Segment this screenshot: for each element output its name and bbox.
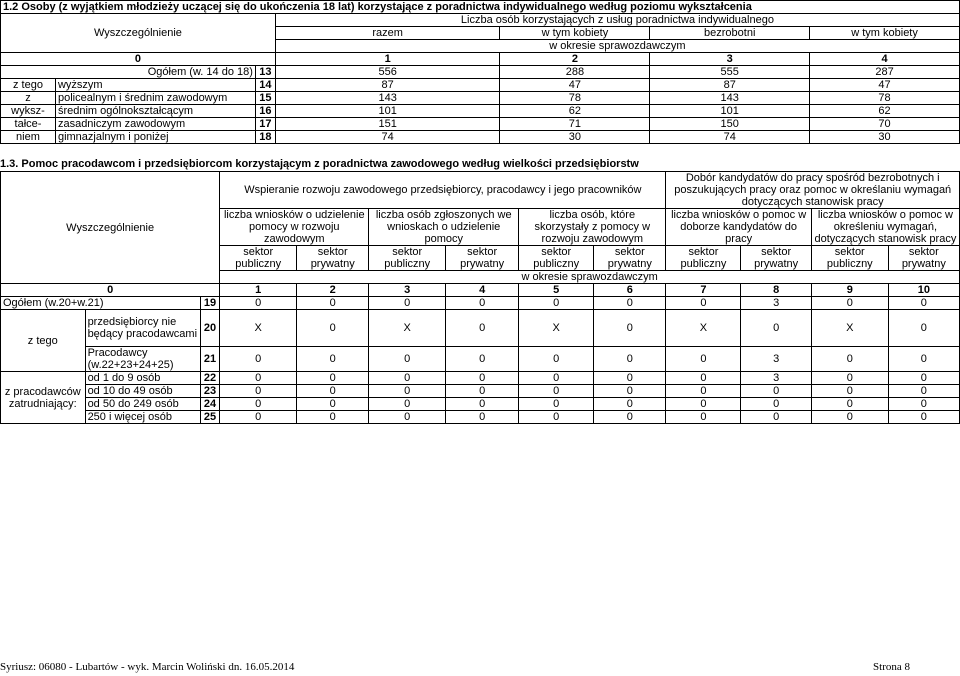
col-number: 2 [297,284,369,297]
col-number: 8 [741,284,811,297]
cell-value: 3 [741,372,811,385]
row-number: 15 [255,92,275,105]
cell-value: 288 [500,66,650,79]
table-row [1,310,960,347]
side-label: z pracodawców zatrudniający: [1,372,86,424]
row-number: 23 [200,385,220,398]
sub-header: liczba wniosków o udzielenie pomocy w rozwoju zawodowym [220,209,369,246]
cell-value: 0 [297,398,369,411]
sub-header: liczba osób, które skorzystały z pomocy w rozwoju zawodowym [519,209,666,246]
col-label: Wyszczególnienie [1,14,276,53]
cell-value: 47 [810,79,960,92]
cell-value: 0 [446,297,519,310]
side-label: z tego [1,310,86,372]
row-number: 21 [200,347,220,372]
cell-value: 0 [811,385,888,398]
cell-value: 0 [369,398,446,411]
side-label: z tego [1,79,56,92]
table-row [1,398,960,411]
row-number: 22 [200,372,220,385]
cell-value: 0 [220,347,297,372]
cell-value: 101 [650,105,810,118]
cell-value: 0 [811,297,888,310]
cell-value: 0 [220,297,297,310]
col-number: 4 [810,53,960,66]
cell-value: 3 [741,297,811,310]
table-row [1,79,960,92]
cell-value: 0 [446,411,519,424]
cell-value: 62 [500,105,650,118]
cell-value: 87 [650,79,810,92]
row-number: 24 [200,398,220,411]
cell-value: 0 [811,411,888,424]
sector-header: sektor prywatny [888,246,959,271]
sector-header: sektor publiczny [666,246,741,271]
sector-header: sektor prywatny [297,246,369,271]
row-label: wyższym [55,79,255,92]
row-number: 17 [255,118,275,131]
cell-value: 0 [220,398,297,411]
col-number: 9 [811,284,888,297]
cell-value: 0 [594,411,666,424]
cell-value: 0 [594,297,666,310]
cell-value: 0 [666,398,741,411]
cell-value: 0 [297,297,369,310]
cell-value: 0 [888,347,959,372]
cell-value: 0 [666,372,741,385]
sector-header: sektor publiczny [519,246,594,271]
group-header: Wspieranie rozwoju zawodowego przedsiębiorcy, pracodawcy i jego pracowników [220,172,666,209]
cell-value: 0 [888,310,959,347]
cell-value: 0 [519,347,594,372]
cell-value: 71 [500,118,650,131]
cell-value: 101 [275,105,500,118]
cell-value: 556 [275,66,500,79]
header-group: Liczba osób korzystających z usług poradnictwa indywidualnego [275,14,959,27]
cell-value: 0 [741,411,811,424]
cell-value: 0 [369,297,446,310]
cell-value: 0 [811,398,888,411]
cell-value: 0 [594,398,666,411]
cell-value: 0 [220,411,297,424]
sector-header: sektor prywatny [446,246,519,271]
row-label: od 1 do 9 osób [85,372,200,385]
row-label: zasadniczym zawodowym [55,118,255,131]
cell-value: 47 [500,79,650,92]
cell-value: 0 [811,347,888,372]
col-number: 3 [650,53,810,66]
col-number: 0 [1,53,276,66]
col-header: razem [275,27,500,40]
cell-value: 0 [666,411,741,424]
cell-value: X [220,310,297,347]
row-label: 250 i więcej osób [85,411,200,424]
row-label: od 10 do 49 osób [85,385,200,398]
col-label: Wyszczególnienie [1,172,220,284]
table-row [1,92,960,105]
cell-value: 0 [369,372,446,385]
side-label: niem [1,131,56,144]
row-label: przedsiębiorcy nie będący pracodawcami [85,310,200,347]
cell-value: 0 [369,347,446,372]
cell-value: 0 [297,310,369,347]
table-row [1,347,960,372]
cell-value: 0 [741,385,811,398]
cell-value: 150 [650,118,810,131]
cell-value: 0 [369,385,446,398]
cell-value: 0 [446,385,519,398]
col-header: w tym kobiety [500,27,650,40]
col-number: 6 [594,284,666,297]
cell-value: 0 [446,372,519,385]
row-number: 18 [255,131,275,144]
cell-value: 0 [888,398,959,411]
cell-value: 87 [275,79,500,92]
sector-header: sektor publiczny [811,246,888,271]
cell-value: 151 [275,118,500,131]
cell-value: 0 [519,385,594,398]
cell-value: 0 [741,310,811,347]
cell-value: 0 [220,385,297,398]
row-label: średnim ogólnokształcącym [55,105,255,118]
col-number: 7 [666,284,741,297]
footer-left: Syriusz: 06080 - Lubartów - wyk. Marcin Woliński dn. 16.05.2014 [0,661,295,673]
cell-value: 143 [650,92,810,105]
row-label: gimnazjalnym i poniżej [55,131,255,144]
side-label: z [1,92,56,105]
col-number: 5 [519,284,594,297]
table-row [1,385,960,398]
employer-help-table [0,171,960,424]
cell-value: 0 [297,385,369,398]
side-label: wyksz- [1,105,56,118]
cell-value: 0 [888,297,959,310]
cell-value: 0 [888,411,959,424]
sub-header: liczba wniosków o pomoc w określeniu wymagań, dotyczących stanowisk pracy [811,209,959,246]
row-label: Pracodawcy (w.22+23+24+25) [85,347,200,372]
cell-value: 74 [650,131,810,144]
cell-value: 0 [297,372,369,385]
table-row [1,131,960,144]
row-label: od 50 do 249 osób [85,398,200,411]
row-number: 16 [255,105,275,118]
cell-value: 0 [446,310,519,347]
col-number: 0 [1,284,220,297]
row-label: policealnym i średnim zawodowym [55,92,255,105]
cell-value: 0 [594,372,666,385]
col-number: 1 [220,284,297,297]
col-header: w tym kobiety [810,27,960,40]
cell-value: 78 [810,92,960,105]
table-row [1,118,960,131]
cell-value: 143 [275,92,500,105]
sub-header: liczba wniosków o pomoc w doborze kandydatów do pracy [666,209,811,246]
cell-value: 74 [275,131,500,144]
cell-value: 62 [810,105,960,118]
cell-value: 0 [446,347,519,372]
col-number: 2 [500,53,650,66]
cell-value: 0 [446,398,519,411]
sector-header: sektor prywatny [741,246,811,271]
row-number: 25 [200,411,220,424]
cell-value: 0 [594,310,666,347]
col-header: bezrobotni [650,27,810,40]
cell-value: X [369,310,446,347]
cell-value: 0 [888,385,959,398]
cell-value: 0 [594,385,666,398]
cell-value: 0 [297,347,369,372]
group-header: Dobór kandydatów do pracy spośród bezrobotnych i poszukujących pracy oraz pomoc w określaniu wymagań dotyczących stanowisk pracy [666,172,960,209]
cell-value: 0 [666,347,741,372]
table-row [1,411,960,424]
col-number: 10 [888,284,959,297]
table-row [1,105,960,118]
col-number: 4 [446,284,519,297]
cell-value: 0 [741,398,811,411]
cell-value: 30 [810,131,960,144]
cell-value: 0 [220,372,297,385]
row-number: 20 [200,310,220,347]
cell-value: 0 [369,411,446,424]
table-row [1,297,960,310]
education-level-table [0,0,960,144]
table-row [1,66,960,79]
cell-value: 0 [594,347,666,372]
sub-header: liczba osób zgłoszonych we wnioskach o udzielenie pomocy [369,209,519,246]
cell-value: 287 [810,66,960,79]
cell-value: 0 [519,372,594,385]
cell-value: 555 [650,66,810,79]
cell-value: 0 [297,411,369,424]
row-label: Ogółem (w.20+w.21) [1,297,201,310]
period-label: w okresie sprawozdawczym [275,40,959,53]
cell-value: 0 [666,297,741,310]
sector-header: sektor publiczny [220,246,297,271]
cell-value: 78 [500,92,650,105]
col-number: 1 [275,53,500,66]
cell-value: 0 [666,385,741,398]
cell-value: 0 [519,398,594,411]
row-label: Ogółem (w. 14 do 18) [1,66,256,79]
cell-value: 0 [519,297,594,310]
cell-value: 0 [811,372,888,385]
cell-value: X [519,310,594,347]
col-number: 3 [369,284,446,297]
cell-value: 3 [741,347,811,372]
row-number: 19 [200,297,220,310]
section2-title: 1.3. Pomoc pracodawcom i przedsiębiorcom korzystającym z poradnictwa zawodowego według wielkości przedsiębiorstw [0,158,639,170]
cell-value: 70 [810,118,960,131]
cell-value: X [811,310,888,347]
period-label: w okresie sprawozdawczym [220,271,960,284]
page-number: Strona 8 [873,661,910,673]
cell-value: 0 [888,372,959,385]
sector-header: sektor publiczny [369,246,446,271]
cell-value: X [666,310,741,347]
row-number: 13 [255,66,275,79]
side-label: tałce- [1,118,56,131]
row-number: 14 [255,79,275,92]
cell-value: 0 [519,411,594,424]
table-row [1,372,960,385]
section1-title: 1.2 Osoby (z wyjątkiem młodzieży uczącej się do ukończenia 18 lat) korzystające z poradnictwa indywidualnego według poziomu wykształcenia [1,1,960,14]
cell-value: 30 [500,131,650,144]
sector-header: sektor prywatny [594,246,666,271]
